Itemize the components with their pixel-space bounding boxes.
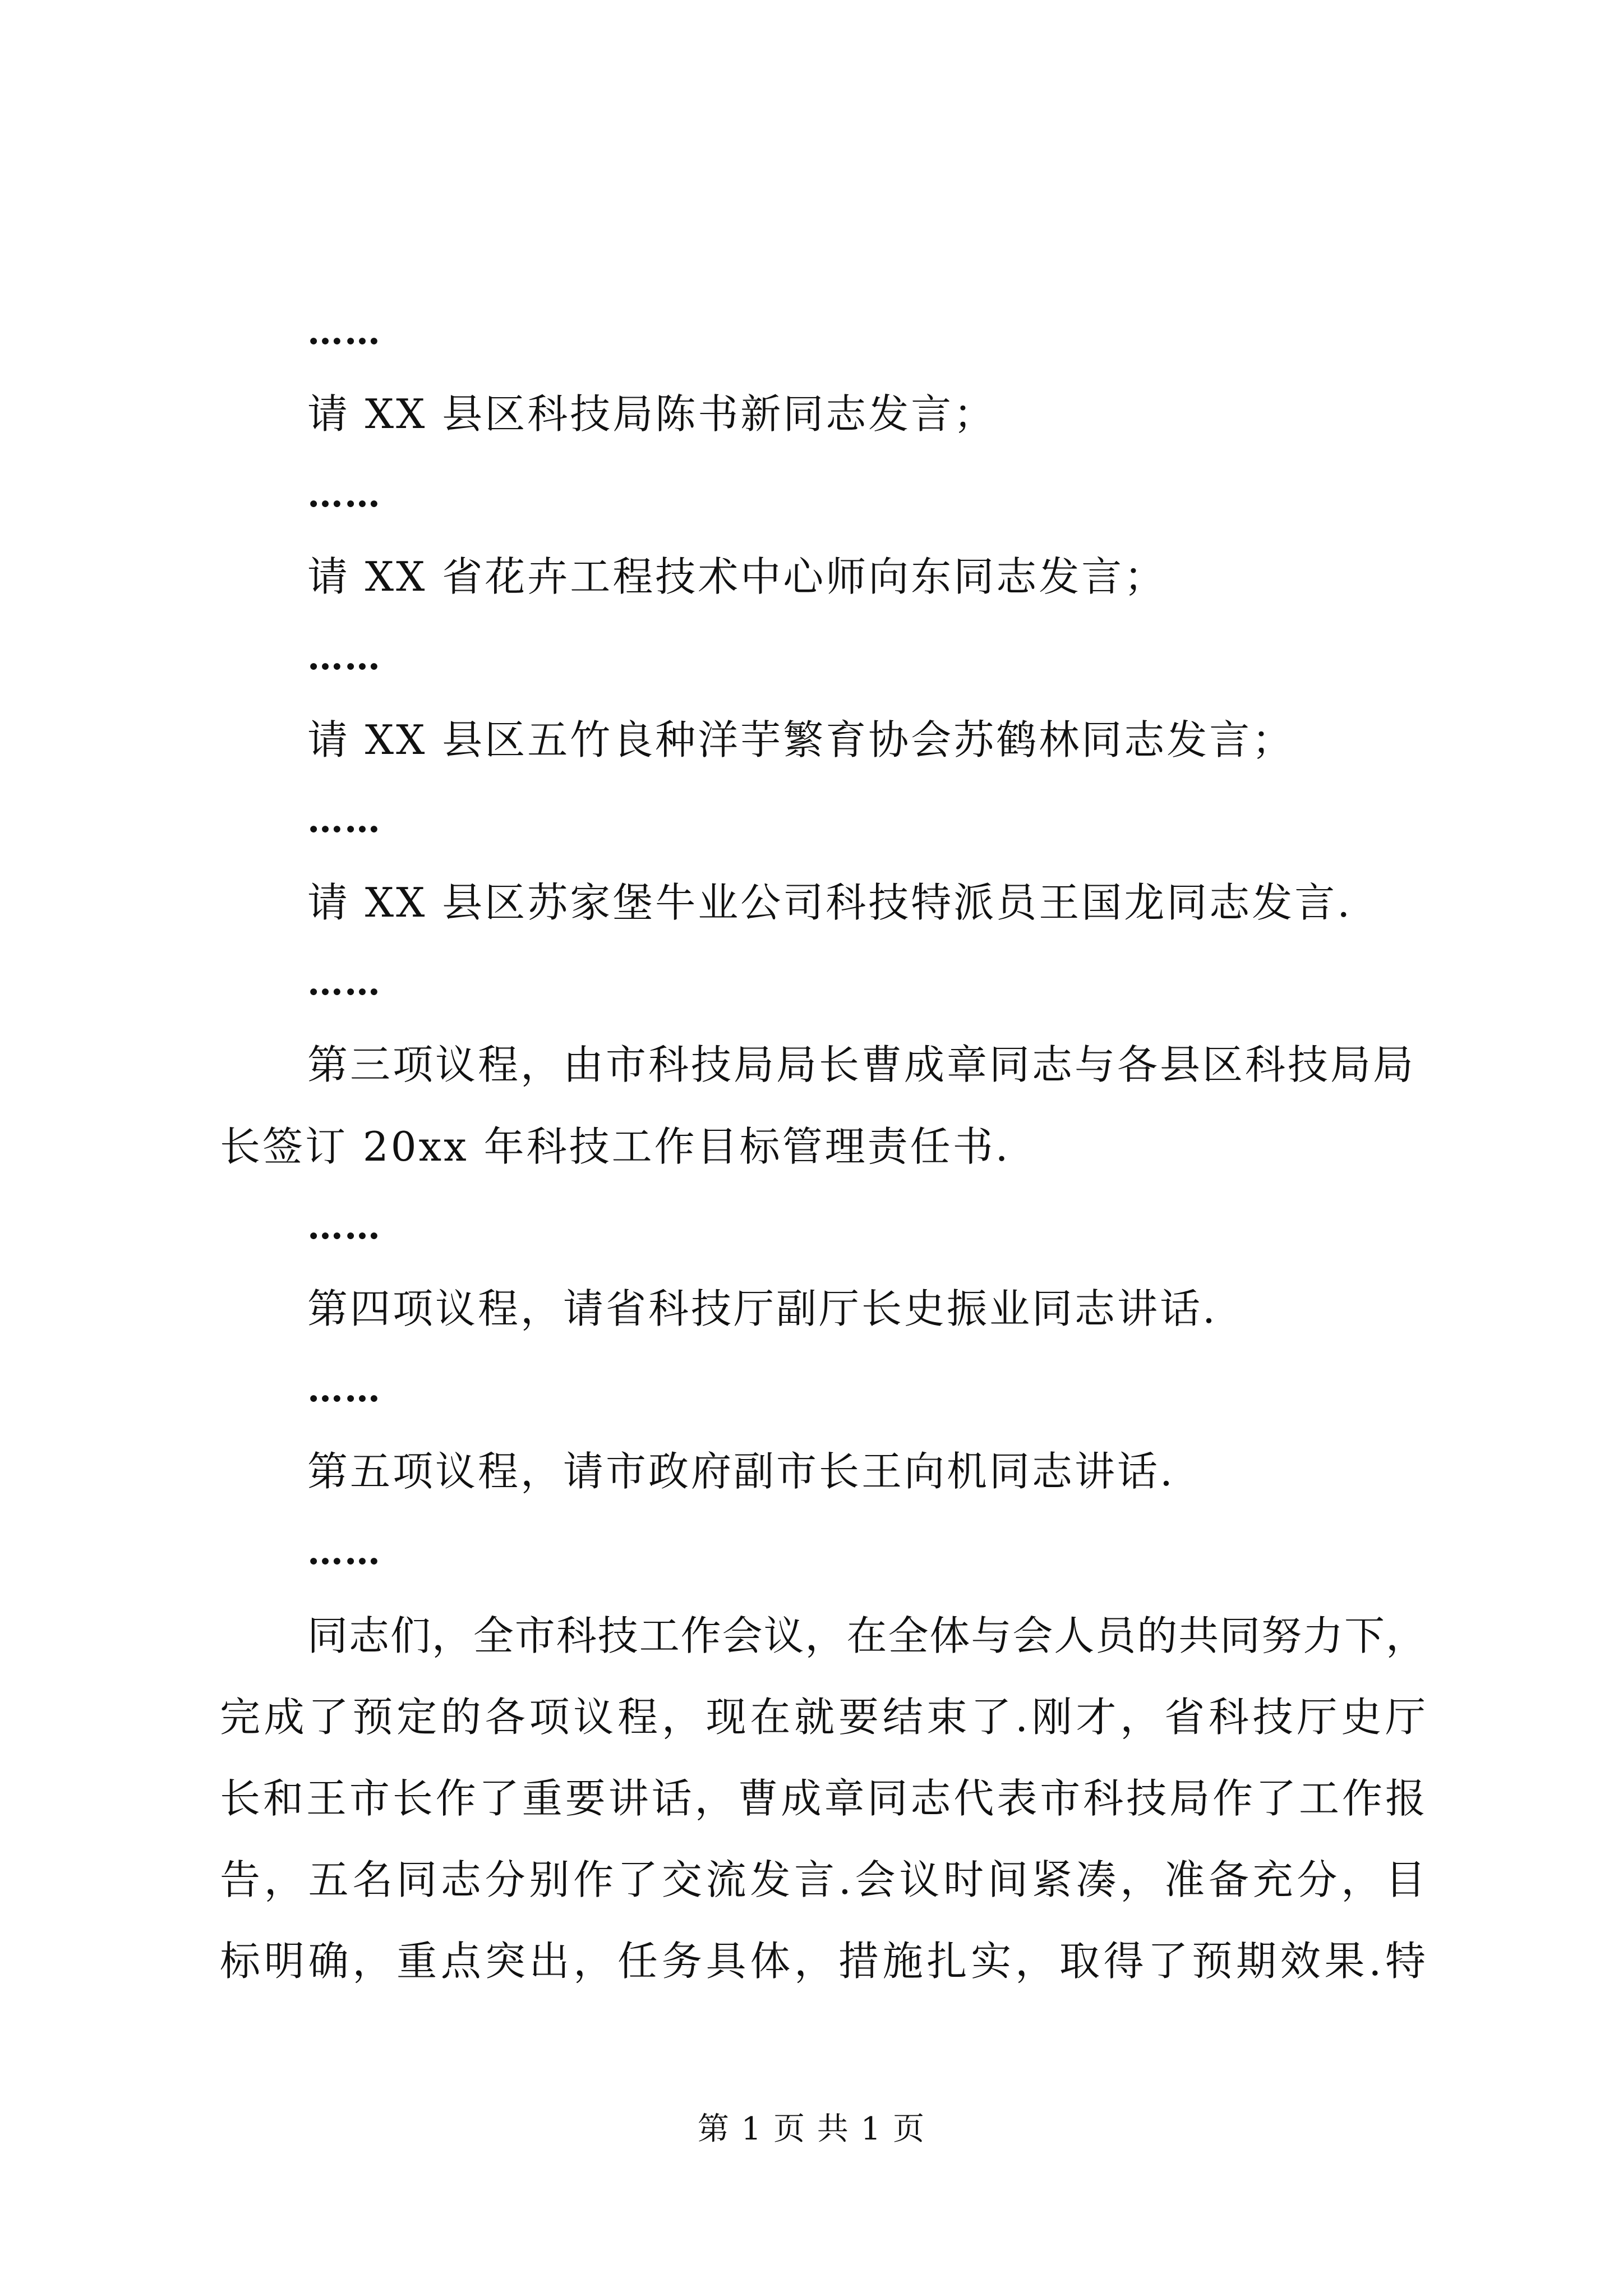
speaker-line-2: 请 XX 省花卉工程技术中心师向东同志发言； bbox=[307, 553, 1167, 600]
closing-paragraph-line-4: 告，五名同志分别作了交流发言.会议时间紧凑，准备充分，目 bbox=[220, 1856, 1426, 1903]
closing-paragraph-line-1: 同志们，全市科技工作会议，在全体与会人员的共同努力下， bbox=[307, 1612, 1426, 1659]
ellipsis-5: …… bbox=[307, 961, 381, 1004]
ellipsis-7: …… bbox=[307, 1368, 381, 1410]
closing-paragraph-line-3: 长和王市长作了重要讲话，曹成章同志代表市科技局作了工作报 bbox=[220, 1775, 1426, 1822]
closing-paragraph-line-2: 完成了预定的各项议程，现在就要结束了.刚才，省科技厅史厅 bbox=[220, 1694, 1426, 1741]
page-footer: 第 1 页 共 1 页 bbox=[697, 2111, 926, 2147]
ellipsis-4: …… bbox=[307, 799, 381, 841]
ellipsis-1: …… bbox=[307, 311, 381, 353]
agenda-five-line: 第五项议程，请市政府副市长王向机同志讲话. bbox=[307, 1448, 1175, 1495]
agenda-three-line-1: 第三项议程，由市科技局局长曹成章同志与各县区科技局局 bbox=[307, 1041, 1416, 1088]
speaker-line-4: 请 XX 县区苏家堡牛业公司科技特派员王国龙同志发言. bbox=[307, 879, 1353, 926]
ellipsis-6: …… bbox=[307, 1205, 381, 1248]
ellipsis-2: …… bbox=[307, 473, 381, 516]
agenda-four-line: 第四项议程，请省科技厅副厅长史振业同志讲话. bbox=[307, 1285, 1218, 1332]
ellipsis-8: …… bbox=[307, 1531, 381, 1573]
speaker-line-3: 请 XX 县区五竹良种洋芋繁育协会苏鹤林同志发言； bbox=[307, 716, 1295, 763]
ellipsis-3: …… bbox=[307, 636, 381, 678]
agenda-three-line-2: 长签订 20xx 年科技工作目标管理责任书. bbox=[220, 1123, 1011, 1170]
speaker-line-1: 请 XX 县区科技局陈书新同志发言； bbox=[307, 390, 997, 438]
closing-paragraph-line-5: 标明确，重点突出，任务具体，措施扎实，取得了预期效果.特 bbox=[220, 1938, 1426, 1985]
